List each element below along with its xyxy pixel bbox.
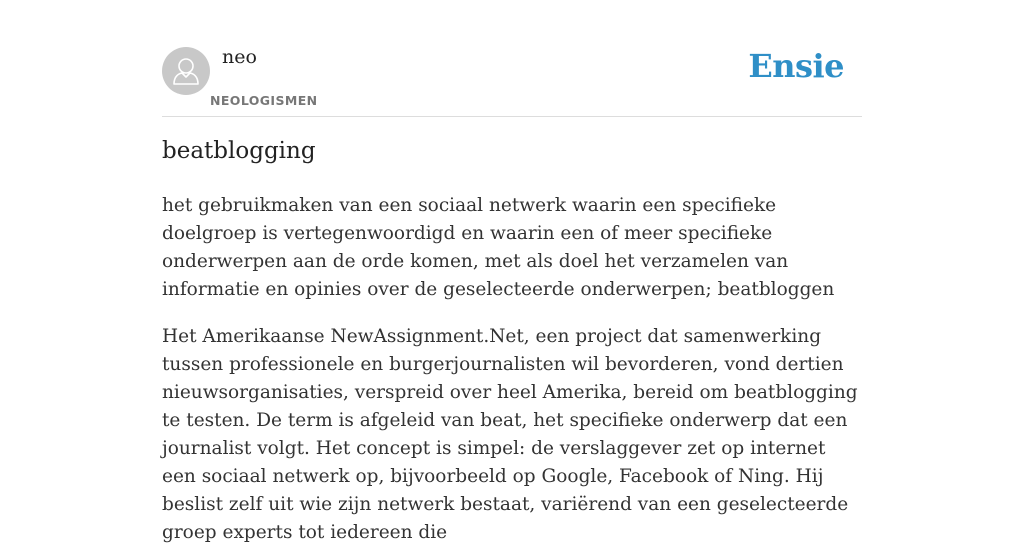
entry-definition: het gebruikmaken van een sociaal netwerk waarin een specifieke doelgroep is vertegenwoordigd en waarin een of meer specifieke onderwerpen aan de orde komen, met als doel het verzamelen van informatie en opinies over de geselecteerde onderwerpen; beatbloggen [162,195,835,300]
ensie-logo[interactable]: Ensie [748,47,844,85]
entry-term: beatblogging [162,138,316,164]
entry-header [162,0,862,117]
entry-example: Het Amerikaanse NewAssignment.Net, een project dat samenwerking tussen professionele en burgerjournalisten wil bevorderen, vond dertien nieuwsorganisaties, verspreid over heel Amerika, bereid om beatblogging te testen. De term is afgeleid van beat, het specifieke onderwerp dat een journalist volgt. Het concept is simpel: de verslaggever zet op internet een sociaal netwerk op, bijvoorbeeld op Google, Facebook of Ning. Hij beslist zelf uit wie zijn netwerk bestaat, variërend van een geselecteerde groep experts tot iedereen die [162,326,858,543]
category-label[interactable]: NEOLOGISMEN [210,93,318,108]
avatar[interactable] [162,47,210,95]
entry-card [162,0,862,543]
username-link[interactable]: neo [222,46,257,68]
user-silhouette-icon [162,47,210,95]
